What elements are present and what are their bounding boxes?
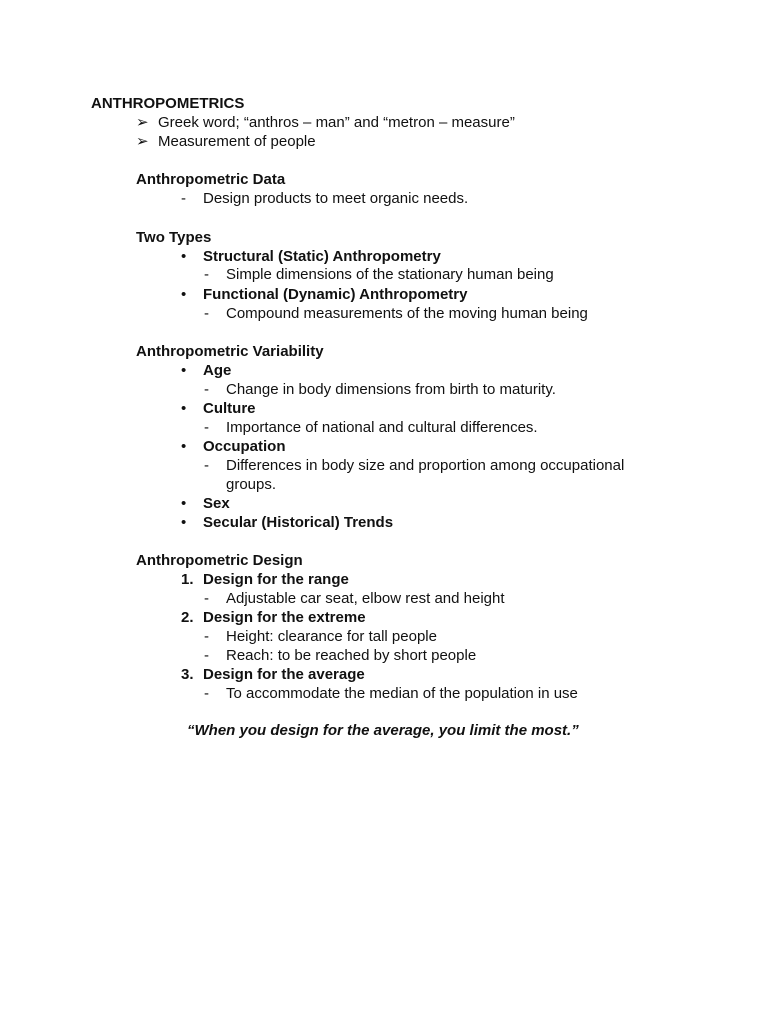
dash-marker: - xyxy=(204,590,209,607)
arrow-bullet-icon: ➢ xyxy=(136,114,149,131)
list-number: 1. xyxy=(181,571,194,588)
variability-label-occupation: Occupation xyxy=(203,438,286,455)
bullet-icon: • xyxy=(181,248,187,265)
dash-marker: - xyxy=(204,381,209,398)
bullet-icon: • xyxy=(181,362,187,379)
bullet-icon: • xyxy=(181,495,187,512)
dash-marker: - xyxy=(204,457,209,474)
document-title: ANTHROPOMETRICS xyxy=(91,95,245,112)
dash-marker: - xyxy=(204,628,209,645)
intro-item: Greek word; “anthros – man” and “metron – measure” xyxy=(158,114,515,131)
design-label: Design for the extreme xyxy=(203,609,366,626)
bullet-icon: • xyxy=(181,514,187,531)
variability-detail-age: Change in body dimensions from birth to maturity. xyxy=(226,381,556,398)
bullet-icon: • xyxy=(181,438,187,455)
variability-label-age: Age xyxy=(203,362,232,379)
design-label: Design for the average xyxy=(203,666,365,683)
bullet-icon: • xyxy=(181,400,187,417)
type-label: Structural (Static) Anthropometry xyxy=(203,248,441,265)
dash-marker: - xyxy=(204,266,209,283)
section-heading-data: Anthropometric Data xyxy=(136,171,286,188)
type-label: Functional (Dynamic) Anthropometry xyxy=(203,286,468,303)
design-detail: To accommodate the median of the population in use xyxy=(226,685,578,702)
intro-item: Measurement of people xyxy=(158,133,316,150)
variability-label-sex: Sex xyxy=(203,495,230,512)
dash-marker: - xyxy=(181,190,186,207)
bullet-icon: • xyxy=(181,286,187,303)
dash-marker: - xyxy=(204,685,209,702)
list-number: 2. xyxy=(181,609,194,626)
type-detail: Simple dimensions of the stationary human being xyxy=(226,266,554,283)
arrow-bullet-icon: ➢ xyxy=(136,133,149,150)
design-detail: Reach: to be reached by short people xyxy=(226,647,477,664)
dash-marker: - xyxy=(204,419,209,436)
data-item: Design products to meet organic needs. xyxy=(203,190,469,207)
dash-marker: - xyxy=(204,647,209,664)
design-detail: Adjustable car seat, elbow rest and height xyxy=(226,590,505,607)
variability-detail-occupation-cont: groups. xyxy=(226,476,277,493)
variability-label-secular: Secular (Historical) Trends xyxy=(203,514,394,531)
closing-quote: “When you design for the average, you limit the most.” xyxy=(187,722,579,739)
section-heading-types: Two Types xyxy=(136,229,212,246)
section-heading-variability: Anthropometric Variability xyxy=(136,343,324,360)
section-heading-design: Anthropometric Design xyxy=(136,552,303,569)
variability-detail-culture: Importance of national and cultural differences. xyxy=(226,419,538,436)
design-detail: Height: clearance for tall people xyxy=(226,628,437,645)
dash-marker: - xyxy=(204,305,209,322)
type-detail: Compound measurements of the moving human being xyxy=(226,305,588,322)
variability-label-culture: Culture xyxy=(203,400,256,417)
variability-detail-occupation: Differences in body size and proportion among occupational xyxy=(226,457,625,474)
design-label: Design for the range xyxy=(203,571,349,588)
list-number: 3. xyxy=(181,666,194,683)
